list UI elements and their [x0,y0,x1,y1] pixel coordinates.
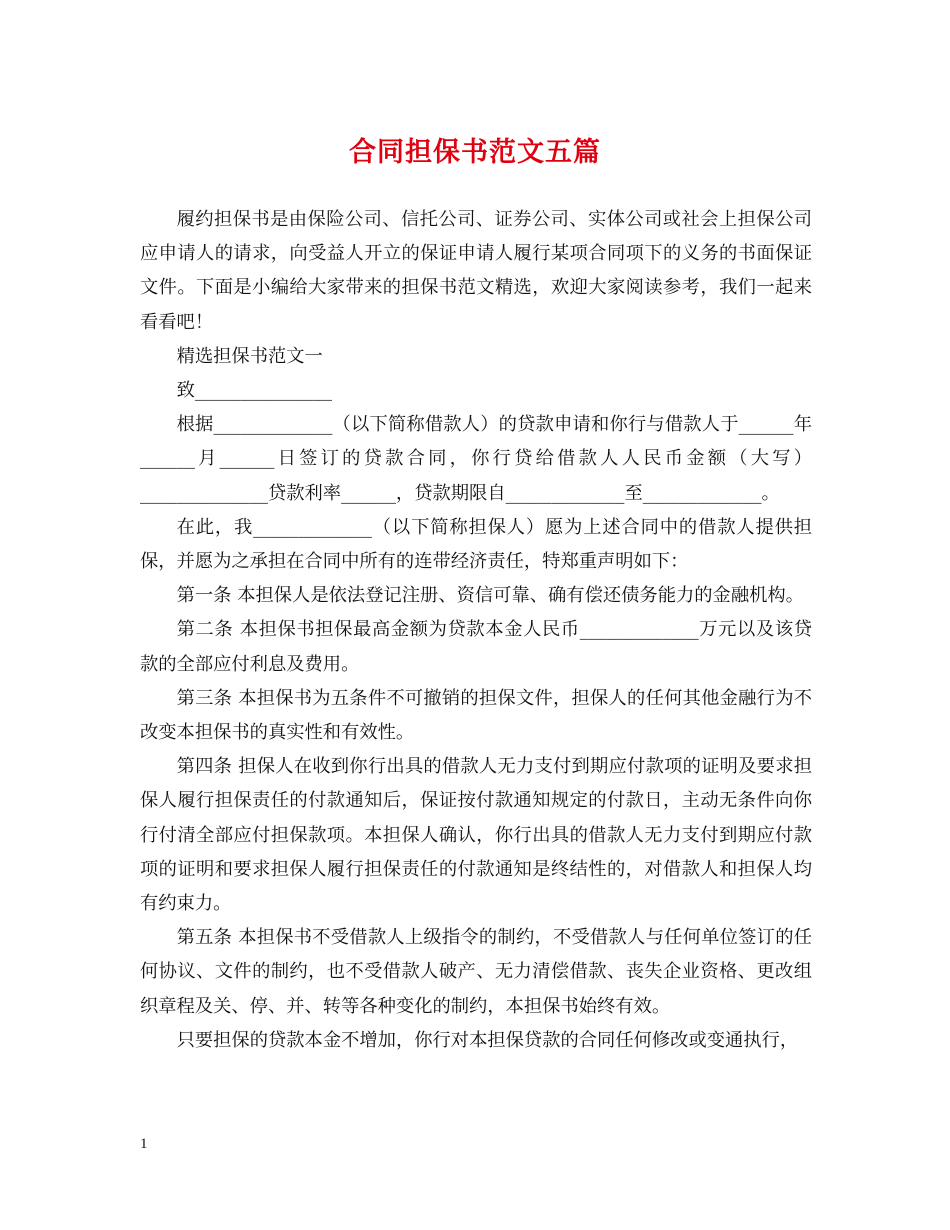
document-body [140,203,812,1058]
paragraph-declaration: 在此，我_____________（以下简称担保人）愿为上述合同中的借款人提供担保，并愿为之承担在合同中所有的连带经济责任，特郑重声明如下： [140,516,812,573]
paragraph-sample-heading: 精选担保书范文一 [176,345,323,367]
paragraph-intro: 履约担保书是由保险公司、信托公司、证券公司、实体公司或社会上担保公司应申请人的请求，向受益人开立的保证申请人履行某项合同项下的义务的书面保证文件。下面是小编给大家带来的担保书范文精选，欢迎大家阅读参考，我们一起来看看吧！ [140,209,812,333]
paragraph-article-3: 第三条 本担保书为五条件不可撤销的担保文件，担保人的任何其他金融行为不改变本担保书的真实性和有效性。 [140,687,812,744]
paragraph-article-2: 第二条 本担保书担保最高金额为贷款本金人民币_____________万元以及该贷款的全部应付利息及费用。 [140,619,812,675]
paragraph-basis: 根据_____________（以下简称借款人）的贷款申请和你行与借款人于______年______月______日签订的贷款合同，你行贷给借款人人民币金额（大写）______________贷款利率______，贷款期限自_____________至_____________。 [140,414,812,504]
document-title: 合同担保书范文五篇 [349,137,601,168]
paragraph-addressee: 致_______________ [176,380,332,402]
paragraph-article-4: 第四条 担保人在收到你行出具的借款人无力支付到期应付款项的证明及要求担保人履行担保责任的付款通知后，保证按付款通知规定的付款日，主动无条件向你行付清全部应付担保款项。本担保人确认，你行出具的借款人无力支付到期应付款项的证明和要求担保人履行担保责任的付款通知是终结性的，对借款人和担保人均有约束力。 [140,756,812,915]
paragraph-continuation: 只要担保的贷款本金不增加，你行对本担保贷款的合同任何修改或变通执行， [176,1029,799,1051]
paragraph-article-1: 第一条 本担保人是依法登记注册、资信可靠、确有偿还债务能力的金融机构。 [176,585,804,607]
page-number: 1 [140,1136,148,1152]
paragraph-article-5: 第五条 本担保书不受借款人上级指令的制约，不受借款人与任何单位签订的任何协议、文件的制约，也不受借款人破产、无力清偿借款、丧失企业资格、更改组织章程及关、停、并、转等各种变化的制约，本担保书始终有效。 [140,927,812,1017]
